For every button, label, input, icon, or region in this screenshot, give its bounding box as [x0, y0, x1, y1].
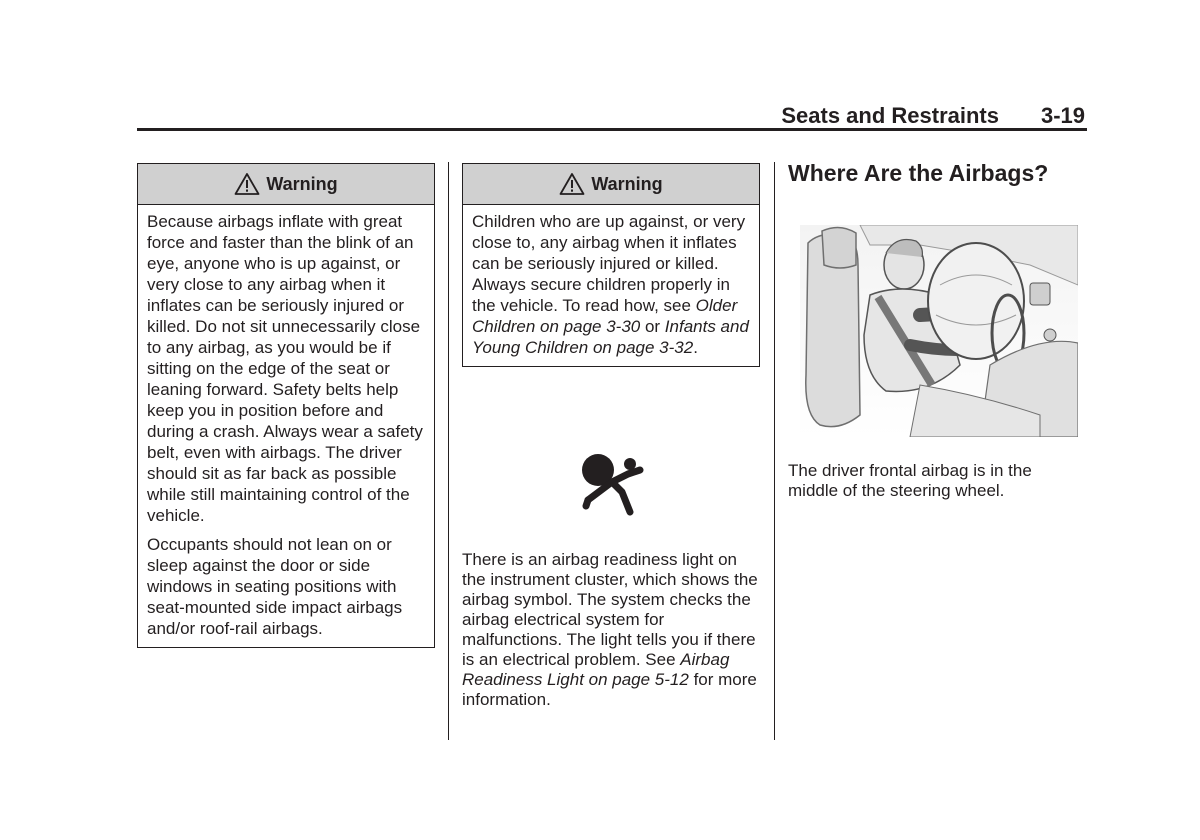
- readiness-text: There is an airbag readiness light on the instrument cluster, which shows the airbag symbol. The system checks the airbag electrical system for malfunctions. The light tells you if there is an electrical problem. See: [462, 550, 758, 669]
- warning-triangle-icon: [559, 172, 585, 196]
- warning-text: or: [640, 317, 665, 336]
- warning-box-children: [462, 163, 760, 367]
- warning-header: [138, 164, 434, 205]
- warning-text: .: [693, 338, 698, 357]
- airbag-location-caption: The driver frontal airbag is in the middle of the steering wheel.: [788, 461, 1032, 500]
- cross-reference-link[interactable]: Airbag Readiness Light on page 5-12: [462, 650, 730, 689]
- readiness-text: for more information.: [462, 670, 757, 709]
- warning-heading: Warning: [591, 173, 663, 194]
- column-divider-2: [774, 162, 775, 740]
- warning-paragraph: Occupants should not lean on or sleep against the door or side windows in seating positions with seat-mounted side impact airbags and/or roof-rail airbags.: [147, 535, 403, 638]
- header-rule: [137, 128, 1087, 131]
- warning-paragraph: Because airbags inflate with great force and faster than the blink of an eye, anyone who is up against, or very close to any airbag when it inflates can be seriously injured or killed. Do not sit unnecessarily close to any airbag, as you would be if sitting on the edge of the seat or leaning forward. Safety belts help keep you in position before and during a crash. Always wear a safety belt, even with airbags. The driver should sit as far back as possible while still maintaining control of the vehicle.: [147, 212, 423, 525]
- warning-header: [463, 164, 759, 205]
- page-header: [137, 100, 1087, 128]
- driver-frontal-airbag-illustration: [800, 225, 1078, 437]
- warning-triangle-icon: [234, 172, 260, 196]
- section-heading: Where Are the Airbags?: [788, 160, 1049, 186]
- warning-text: Children who are up against, or very close to, any airbag when it inflates can be seriously injured or killed. Always secure children properly in the vehicle. To read how, see: [472, 212, 746, 315]
- warning-paragraph: [472, 211, 750, 358]
- warning-body: [463, 205, 759, 366]
- warning-heading: Warning: [266, 173, 338, 194]
- column-divider-1: [448, 162, 449, 740]
- cross-reference-link[interactable]: Infants and Young Children on page 3-32: [472, 317, 749, 357]
- cross-reference-link[interactable]: Older Children on page 3-30: [472, 296, 738, 336]
- page-number: 3-19: [1040, 103, 1085, 128]
- warning-body: [138, 205, 434, 647]
- readiness-paragraph: [462, 550, 762, 710]
- warning-box-airbag-force: [137, 163, 435, 648]
- airbag-symbol-icon: [578, 450, 648, 516]
- section-title-header: Seats and Restraints: [781, 103, 999, 128]
